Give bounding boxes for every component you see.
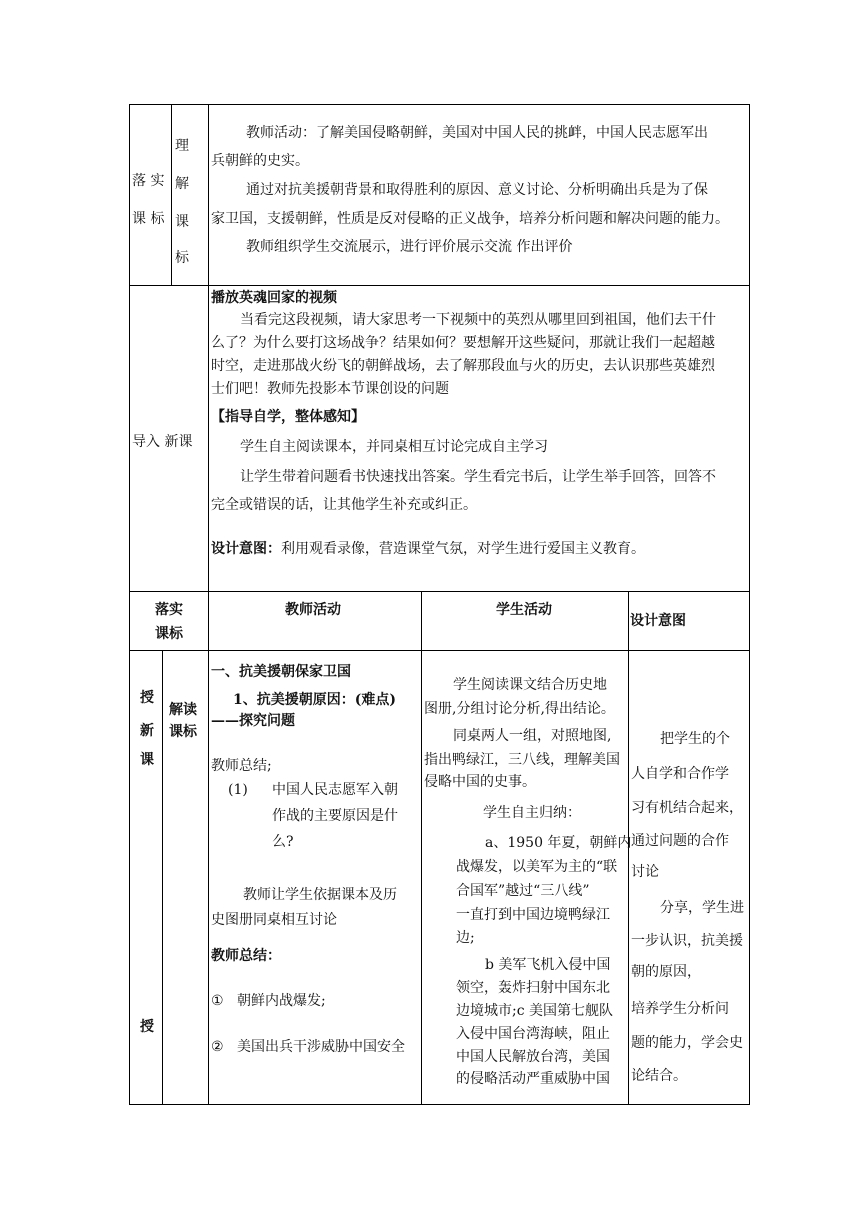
table-border-right (749, 104, 750, 1105)
section1-label-right-1: 理 (175, 138, 189, 154)
student-b-line4: 入侵中国台湾海峡，阻止 (456, 1026, 610, 1042)
student-a-line5: 边; (456, 930, 475, 946)
col-divider-teacher (421, 591, 422, 1105)
table-border-bottom (129, 1104, 750, 1105)
design-line2: 人自学和合作学 (631, 766, 729, 782)
student-a-line1: a、1950 年夏，朝鲜内 (485, 835, 632, 851)
section2-design-label: 设计意图： (211, 541, 281, 557)
teacher-sub-line1: 1、抗美援朝原因：(难点) (233, 692, 396, 708)
teacher-summary2: 教师总结： (211, 948, 281, 964)
section2-para2: 学生自主阅读课本，并同桌相互讨论完成自主学习 (240, 439, 548, 455)
teacher-item1-num: ① (211, 993, 224, 1009)
student-p3: 学生自主归纳： (483, 805, 581, 821)
section2-para3-line1: 让学生带着问题看书快速找出答案。学生看完书后，让学生举手回答，回答不 (240, 469, 716, 485)
row-divider-3 (129, 650, 750, 651)
student-a-line2: 战爆发，以美军为主的“联 (456, 859, 618, 875)
section1-label-right-2: 解 (175, 176, 189, 192)
section1-label-left-1: 落 实 (132, 173, 165, 189)
design-line3: 习有机结合起来， (631, 800, 743, 816)
section4-label-inner-1: 解读 (169, 702, 197, 718)
section2-design-row (211, 537, 645, 561)
teacher-item1: 朝鲜内战爆发; (237, 993, 326, 1009)
section1-label-right-3: 课 (175, 214, 189, 230)
section2-label: 导入 新课 (132, 434, 193, 450)
section4-label-outer-bottom: 授 (140, 1019, 154, 1035)
teacher-q-line2: 作战的主要原因是什 (272, 808, 398, 824)
design-line7: 一步认识，抗美援 (631, 933, 743, 949)
design-line6: 分享，学生进 (660, 900, 744, 916)
header-col2: 教师活动 (285, 602, 341, 618)
design-line8: 朝的原因， (631, 964, 701, 980)
teacher-discuss-line2: 史图册同桌相互讨论 (211, 912, 337, 928)
student-b-line1: b 美军飞机入侵中国 (485, 957, 611, 973)
student-p1-line2: 图册,分组讨论分析,得出结论。 (424, 701, 615, 717)
student-a-line4: 一直打到中国边境鸭绿江 (456, 907, 610, 923)
student-b-line6: 的侵略活动严重威胁中国 (456, 1071, 610, 1087)
design-line9: 培养学生分析问 (631, 1001, 729, 1017)
section1-label-left-2: 课 标 (132, 211, 165, 227)
section2-para1-line2: 么了？为什么要打这场战争？结果如何？要想解开这些疑问，那就让我们一起超越 (211, 335, 715, 351)
section2-heading: 播放英魂回家的视频 (211, 290, 337, 306)
header-col1-line2: 课标 (155, 626, 183, 642)
student-p2-line1: 同桌两人一组，对照地图, (453, 728, 612, 744)
section4-label-outer-2: 新 (140, 723, 154, 739)
student-p2-line3: 侵略中国的史事。 (424, 774, 536, 790)
header-col3: 学生活动 (496, 602, 552, 618)
col-divider-label-inner-bottom (162, 650, 163, 1105)
student-a-line3: 合国军”越过“三八线” (456, 883, 590, 899)
teacher-item2: 美国出兵干涉威胁中国安全 (237, 1039, 405, 1055)
section1-para1-line1: 教师活动：了解美国侵略朝鲜，美国对中国人民的挑衅，中国人民志愿军出 (246, 125, 708, 141)
student-p1-line1: 学生阅读课文结合历史地 (453, 677, 607, 693)
section4-label-outer-1: 授 (140, 690, 154, 706)
teacher-summary1: 教师总结; (211, 758, 272, 774)
teacher-q-num: (1) (228, 782, 248, 798)
row-divider-2 (129, 591, 750, 592)
student-b-line5: 中国人民解放台湾，美国 (456, 1049, 610, 1065)
section2-para1-line3: 时空，走进那战火纷飞的朝鲜战场，去了解那段血与火的历史，去认识那些英雄烈 (211, 358, 715, 374)
teacher-title: 一、抗美援朝保家卫国 (211, 664, 351, 680)
col-divider-label-inner-top (171, 104, 172, 285)
col-divider-label (208, 104, 209, 1105)
student-b-line3: 边境城市;c 美国第七舰队 (456, 1003, 614, 1019)
teacher-discuss-line1: 教师让学生依据课本及历 (243, 887, 397, 903)
design-line5: 讨论 (631, 864, 659, 880)
section2-para1-line4: 士们吧！教师先投影本节课创设的问题 (211, 381, 449, 397)
section1-para3: 教师组织学生交流展示，进行评价展示交流 作出评价 (246, 239, 573, 255)
section2-design-text: 利用观看录像，营造课堂气氛，对学生进行爱国主义教育。 (281, 541, 645, 557)
header-col4: 设计意图 (630, 613, 686, 629)
design-line10: 题的能力，学会史 (631, 1035, 743, 1051)
teacher-q-line3: 么? (272, 834, 294, 850)
section1-label-right-4: 标 (175, 250, 189, 266)
section4-label-inner-2: 课标 (169, 724, 197, 740)
teacher-q-line1: 中国人民志愿军入朝 (272, 782, 398, 798)
section1-para1-line2: 兵朝鲜的史实。 (211, 153, 309, 169)
section2-subheading: 【指导自学，整体感知】 (211, 409, 365, 425)
design-line4: 通过问题的合作 (631, 833, 729, 849)
section1-para2-line2: 家卫国，支援朝鲜，性质是反对侵略的正义战争，培养分析问题和解决问题的能力。 (211, 211, 729, 227)
table-border-left (129, 104, 130, 1105)
student-p2-line2: 指出鸭绿江，三八线，理解美国 (424, 752, 620, 768)
design-line11: 论结合。 (631, 1068, 687, 1084)
teacher-item2-num: ② (211, 1039, 224, 1055)
table-border-top (129, 104, 750, 105)
section2-para1-line1: 当看完这段视频，请大家思考一下视频中的英烈从哪里回到祖国，他们去干什 (240, 312, 716, 328)
teacher-sub-line2: ——探究问题 (211, 713, 295, 729)
student-b-line2: 领空，轰炸扫射中国东北 (456, 980, 610, 996)
section2-para3-line2: 完全或错误的话，让其他学生补充或纠正。 (211, 497, 477, 513)
header-col1-line1: 落实 (155, 602, 183, 618)
section1-para2-line1: 通过对抗美援朝背景和取得胜利的原因、意义讨论、分析明确出兵是为了保 (246, 182, 708, 198)
design-line1: 把学生的个 (660, 731, 730, 747)
section4-label-outer-3: 课 (140, 752, 154, 768)
